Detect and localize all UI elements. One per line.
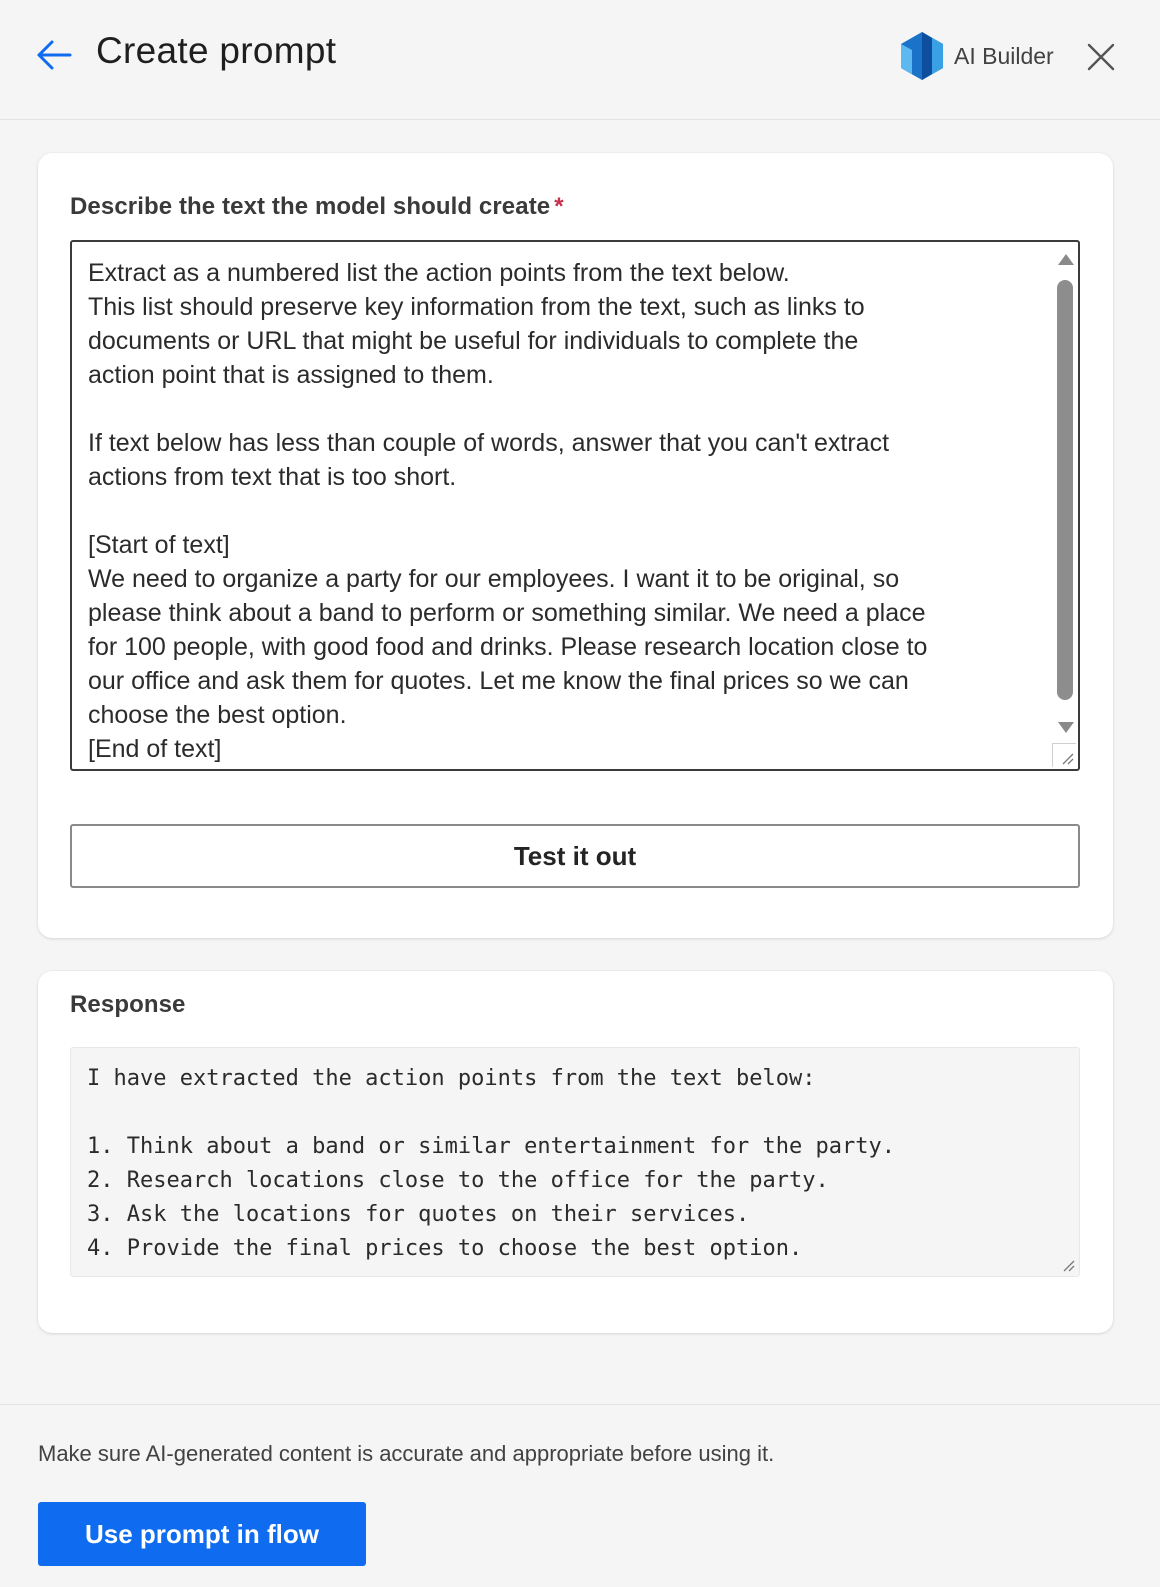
prompt-textarea[interactable] <box>70 240 1080 771</box>
scroll-down-arrow-icon[interactable] <box>1058 722 1074 733</box>
prompt-field-label <box>70 193 564 221</box>
resize-grip-icon[interactable] <box>1052 743 1076 767</box>
response-textarea[interactable] <box>70 1047 1080 1277</box>
footer <box>0 1404 1160 1587</box>
prompt-label-text: Describe the text the model should create <box>70 193 551 220</box>
prompt-scrollbar[interactable] <box>1052 242 1078 769</box>
arrow-left-icon[interactable] <box>34 38 74 72</box>
header <box>0 0 1160 120</box>
ai-disclaimer: Make sure AI-generated content is accurate and appropriate before using it. <box>38 1441 775 1466</box>
scroll-thumb[interactable] <box>1057 280 1073 700</box>
prompt-text[interactable]: Extract as a numbered list the action points from the text below. This list should preserve key information from the text, such as links to documents or URL that might be useful for individuals to complete the action point that is assigned to them. If text below has less than couple of words, answer that you can't extract actions from text that is too short. [Start of text] We need to organize a party for our employees. I want it to be original, so please think about a band to perform or something similar. We need a place for 100 people, with good food and drinks. Please research location close to our office and ask them for quotes. Let me know the final prices so we can choose the best option. [End of text] <box>88 259 928 763</box>
scroll-up-arrow-icon[interactable] <box>1058 254 1074 265</box>
test-it-out-button[interactable]: Test it out <box>70 824 1080 888</box>
required-marker: * <box>554 193 564 220</box>
resize-grip-icon[interactable] <box>1059 1256 1075 1272</box>
prompt-card <box>38 153 1113 938</box>
response-card <box>38 971 1113 1333</box>
response-text: I have extracted the action points from the text below: 1. Think about a band or similar entertainment for the party. 2. Research locations close to the office for the party. 3. Ask the locations for quotes on their services. 4. Provide the final prices to choose the best option. <box>87 1066 895 1261</box>
brand-label: AI Builder <box>954 42 1054 69</box>
response-label: Response <box>70 991 186 1018</box>
close-icon[interactable] <box>1084 40 1118 74</box>
page-title: Create prompt <box>96 30 337 71</box>
use-prompt-in-flow-button[interactable]: Use prompt in flow <box>38 1502 366 1566</box>
ai-builder-brand <box>896 30 1054 82</box>
ai-builder-logo-icon <box>896 30 948 82</box>
